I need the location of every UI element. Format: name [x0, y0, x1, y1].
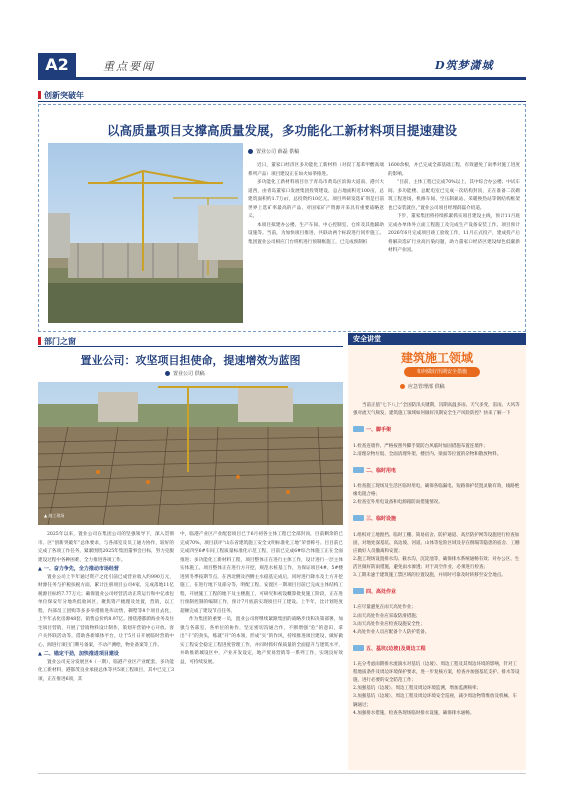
byline-bullet-icon: [165, 371, 170, 376]
byline-text: 应急管理部 供稿: [408, 384, 445, 390]
byline-text: 置业公司 供稿: [173, 371, 205, 377]
section-marker: [38, 91, 41, 99]
paragraph: 置业公司充分发展区4（一期），临港产业区产业配套，多功能化工新材料，港都茂良业承接总体等共5项工程项目，其中已完工3项，正在推进6项，其: [38, 659, 174, 682]
mid-article-col1: [38, 531, 174, 684]
heading-text: 一、脚手架: [366, 427, 392, 434]
safety-paragraph: 1.应尽量避免在雨天高处作业； 2.雨天高处作业应采取防滑措施； 3.雨天高处作业应检查设施安全性； 4.高处作业人员应配备个人防护装备。: [353, 605, 430, 635]
paragraph: 近日，董家口经济区多功能化工新材料（对叔丁基苯甲酸高端系列产品）项目建设正在如火如荼推进。: [248, 163, 384, 177]
safety-heading-1: [353, 426, 521, 434]
safety-heading-3: [353, 515, 521, 523]
electric-icon: [353, 467, 364, 473]
construction-site-photo: [48, 143, 243, 323]
safety-paragraph: 1.充分考虑雨期排水流淌水对基坑（边坡）、周边工程及其周边环境的影响，针对工程地质条件及周边环境保护要求，进一步复核方案，检查并加强基坑支护、排水等设施，进行必要的安全防范工作； 2.加强基坑（边坡）、周边工程及周边环境监测，增加监测频率； 3.加强基坑（边坡）、周边工程及周边环境安全巡视，减少周边物资堆放及机械、车辆通过； 4.加强排水措施，检查各现场临时排水设施，确保排水通畅。: [353, 662, 520, 716]
section-header-innovation: [38, 90, 84, 101]
heading-text: 四、高处作业: [366, 589, 397, 596]
paragraph: 多功能化工新材料项目位于青岛市黄岛区滨海大道南、港兴大道西，由青岛董家口发展集团投资建设，总占地面积近100亩，总建筑面积约1.7万㎡，总投资约10亿元。项目所研发选矿剂是目前世界上选矿率最高的产品，对国家矿产资源开采具有重要战略意义。: [248, 180, 384, 219]
top-article-byline: [248, 148, 299, 155]
safety-intro: 当前正值“七下八上”全国防汛关键期，汛期高温多雨、天气多变，雷雨、大风等强对流天气频发，建筑施工领域如何做好汛期安全生产风险防控？快来了解一下: [353, 403, 520, 417]
section-header-safety: [348, 333, 526, 345]
subheading-text: 一、奋力争先，全力推动市场经营: [43, 566, 119, 572]
paragraph: 本项目拟建办公楼、生产车间、中心控制室、仓库及其他辅助设施等。当前，为加快项目推进，共联动两个标段进行同步施工。集团置业公司相应门台班机进行预制框施工，已完成预制桩: [248, 222, 384, 245]
mid-article-headline: 置业公司：攻坚项目担使命，提速增效为蓝图: [80, 354, 301, 367]
crane-site-illustration: [48, 143, 243, 323]
byline-text: 置业公司 薛磊 供稿: [256, 149, 300, 155]
safety-paragraph: 1.检查施工现场及生活区临时用电，确保各临漏电、短路保护装置灵敏有效，线路绝缘电阻合格； 2.检查室外用电设备和电源箱防雨措施情况。: [353, 484, 520, 506]
brand-logo-text: D筑梦潇城: [435, 59, 494, 72]
top-article-headline: 以高质量项目支撑高质量发展，多功能化工新材料项目提速建设: [106, 123, 457, 138]
safety-paragraph: 1.检查连墙件、严格按照外脚手架防台风临时加固措施布置连墙件； 2.清理杂物垃圾、全面清理外架、楼层内、梁面等位置的杂物和散放物料。: [353, 443, 502, 457]
page-number-label: A2: [38, 53, 76, 77]
subheading-text: 二、锚定干劲，加快推进项目建设: [43, 651, 119, 657]
subheading-1: [38, 565, 174, 574]
section-label: 创新突破年: [44, 91, 84, 100]
top-article-col1: [248, 162, 384, 247]
paragraph: 作为集团的重要一员，置业公司将继续紧跟集团的战略步伐和决策部署，加强与各部室、各单位的协作，坚定密切沟通合作，不断增强“危”的意识，拿出“干”的劲头，练就“开”的本领，形成“实”的作风，持续推进项目建设，做好做实工程安全稳定工程进度管理工作，并同时抓好保质量的全面提升与建筑水平，并助推新城设区中，产业开发设定，地产贸易营销等一系列工作，实现良好效益，可持续发展。: [180, 617, 343, 665]
safety-subtitle-pill: 如何做好汛期安全措施: [404, 367, 480, 377]
safety-paragraph: 1.组织对工地围挡、临时工棚、简易宿舍、防护通道、高层防护网等设施进行检查加固，对地处深基坑、高边坡、河道、山体等危险区域及存在倒塌等隐患的宿舍、工棚应做好人员撤离和安置； 2.施工现场设置排水沟、截水沟，沉淀池等，确保排水系统通畅有效；对办公区、生活区做好防雨措施，避免雨水渗透；对于高空作业，必须进行检查； 3.工期未逾于建筑施工禁区域的位置设施，并同时可靠及时转移至安全地点。: [353, 532, 520, 579]
byline-bullet-icon: [248, 149, 253, 154]
section-rule: [38, 346, 343, 347]
header-rule: [38, 77, 526, 80]
safety-content: [353, 394, 521, 726]
height-work-icon: [353, 588, 364, 594]
footer-rule: [38, 773, 526, 774]
section-title: 重点要闻: [103, 60, 155, 73]
safety-heading-4: [353, 588, 521, 596]
safety-title: 建筑施工领域: [400, 351, 473, 365]
section-label: 安全讲堂: [353, 335, 381, 343]
scaffold-icon: [353, 426, 364, 432]
safety-byline: [400, 383, 445, 390]
rebar-site-photo: [38, 382, 343, 525]
top-article-col2: [388, 162, 520, 256]
heading-text: 五、基坑(边坡)及周边工程: [366, 645, 426, 652]
safety-heading-5: [353, 645, 521, 653]
rebar-site-illustration: [38, 382, 343, 525]
heading-text: 二、临时用电: [366, 467, 397, 474]
byline-bullet-icon: [400, 384, 405, 389]
mid-article-col2: [180, 531, 343, 667]
facility-icon: [353, 515, 364, 521]
mid-article-byline: [165, 370, 205, 377]
paragraph: 下步，董家集团将持续抓紧抓实项目建设主线，预计11月底完成办单体外立面工程施工及完成生产设备安装工作。项目预计2026年6月完成项目竣工验收工作，11月正式投产，建成投产后将解决选矿行业高污染问题，助力董家口经济区建设绿色低碳新材料产业园。: [388, 214, 520, 253]
heading-text: 三、临时设施: [366, 516, 397, 523]
paragraph: 置业公司上半年通过资产之化引前已成营业收入约990万元，财源任务与护税扶税方面，累计注册项目公司4家，完成落地11亿税源目标约7.77万元；确保置业公司经营活动正常运行和中亿承包单位保安年分地块低收回区，聚焦资产梳理及处置，营销，以工程，内部员工团购等多多举措推进库动售，御墅等8个项目去化，上半年去化房源48套，销售总价约8.97亿。围绕港都蔚海业务及住宅项目营销，开展了营销物料设计制作，策划开营销中心开放、客户关怀联活动等，借助各新媒体平台，让于5月日开展临时营销中心，阀进行项目门牌号备案，不动产测绘，物业备案等工作。: [38, 574, 174, 648]
paragraph: “目前，主体工程已完成70%以上，其中综合办公楼、中试车间、多功能楼、总配电室已完成一次结构封顶，正在准备二次砌筑工程进场，机修车间、空压制氮站、采暖换热站等钢结构框架也已安装就位，”置业公司项目经理薛磊介绍道。: [388, 180, 520, 211]
paragraph: 2025年以来，置业公司在集团公司的坚强领导下，深入贯彻市、区“创新突破年”总体要求，与各部室及员工通力协作，较好的完成了各项工作任务，紧紧围绕2025年集团董事会目标，努力克服建设过程中各种困难，全力推进各项工作。: [38, 532, 174, 563]
section-rule: [38, 101, 526, 102]
section-marker: [38, 337, 41, 345]
paragraph: 1600余根，并已完成全部基础工程，有效避免了雨季对施工进度的影响。: [388, 163, 520, 177]
section-label: 部门之窗: [44, 337, 76, 346]
bottom-margin: [0, 775, 565, 800]
pit-icon: [353, 645, 364, 651]
triangle-icon: ▲: [38, 566, 42, 572]
paragraph: 中，临港产业区产业配套项目已于6月初各主体工程已全部封顶，目前剩余的已完成70%，项目获评“山东省建筑施工安全文明标准化工地”荣誉称号。目目前已完成四至6#车间工程质量标准化示范工程，目前已完成6#综合体施工正在全面推进；多功能化工新材料工程，项目整体正在进行主体工作，设计进行一层主体实体施工。项目整体正在进行方开挖，规范水桩基工作，为保证项目4#、5#楼进到冬季按期节点，在西北侧及西侧主水稳基完成后，同时进行降水及土方开挖施工，在进行地下及部分等，明配工程、安置区一期项目目前已完成主体结构工程，开展施工工程的地下及主楼施工，可研究和初设概算批复施工阶段，正在进行预制控制的编制工作，预计7月底前实现项目开工建设。上半年，比计划进度超额完成了建设节点任务。: [180, 532, 343, 614]
triangle-icon: ▲: [38, 651, 42, 657]
subheading-2: [38, 650, 174, 659]
safety-heading-2: [353, 467, 521, 475]
photo-caption: ▲ 施工现场: [44, 513, 65, 518]
